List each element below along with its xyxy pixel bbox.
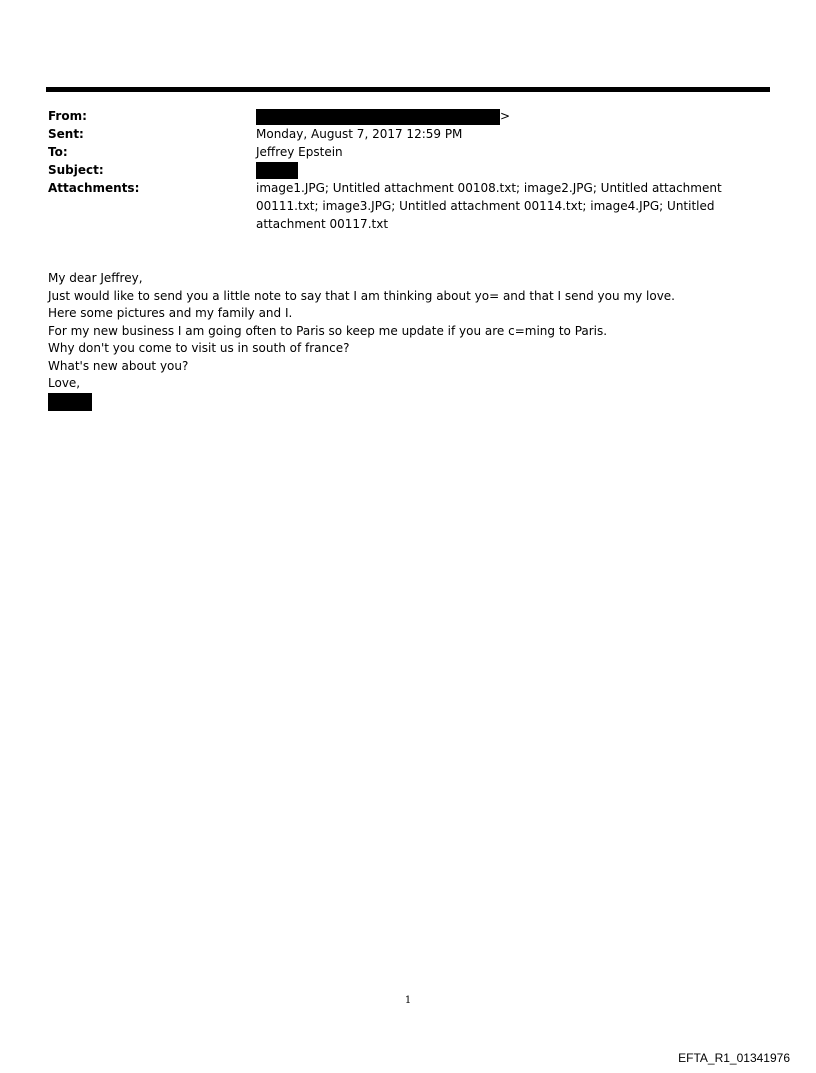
subject-label: Subject: xyxy=(48,163,104,177)
body-line: My dear Jeffrey, xyxy=(48,271,143,285)
attachments-label: Attachments: xyxy=(48,181,140,195)
body-line: What's new about you? xyxy=(48,358,189,373)
from-value xyxy=(256,107,726,125)
document-id: EFTA_R1_01341976 xyxy=(678,1051,790,1065)
subject-value xyxy=(256,161,726,179)
redaction-block xyxy=(256,162,298,179)
attachments-value: image1.JPG; Untitled attachment 00108.txt; image2.JPG; Untitled attachment 00111.txt; image3.JPG; Untitled attachment 00114.txt; image4.JPG; Untitled attachment 00117.txt xyxy=(256,181,722,231)
body-line: Here some pictures and my family and I. xyxy=(48,306,293,320)
email-body xyxy=(48,270,768,411)
body-line: Why don't you come to visit us in south of france? xyxy=(48,341,350,355)
sent-label: Sent: xyxy=(48,127,84,141)
to-label: To: xyxy=(48,145,68,159)
sent-value: Monday, August 7, 2017 12:59 PM xyxy=(256,127,463,141)
page-number: 1 xyxy=(404,995,412,1006)
from-label: From: xyxy=(48,109,87,123)
body-line: Just would like to send you a little note to say that I am thinking about yo= and that I send you my love. xyxy=(48,288,675,303)
header-divider xyxy=(46,87,770,92)
signature xyxy=(48,393,768,411)
redaction-block xyxy=(48,393,92,411)
body-line: For my new business I am going often to Paris so keep me update if you are c=ming to Paris. xyxy=(48,323,608,338)
to-value: Jeffrey Epstein xyxy=(256,145,343,159)
from-value-suffix: > xyxy=(500,109,511,123)
body-line: Love, xyxy=(48,376,81,390)
redaction-block xyxy=(256,109,500,125)
